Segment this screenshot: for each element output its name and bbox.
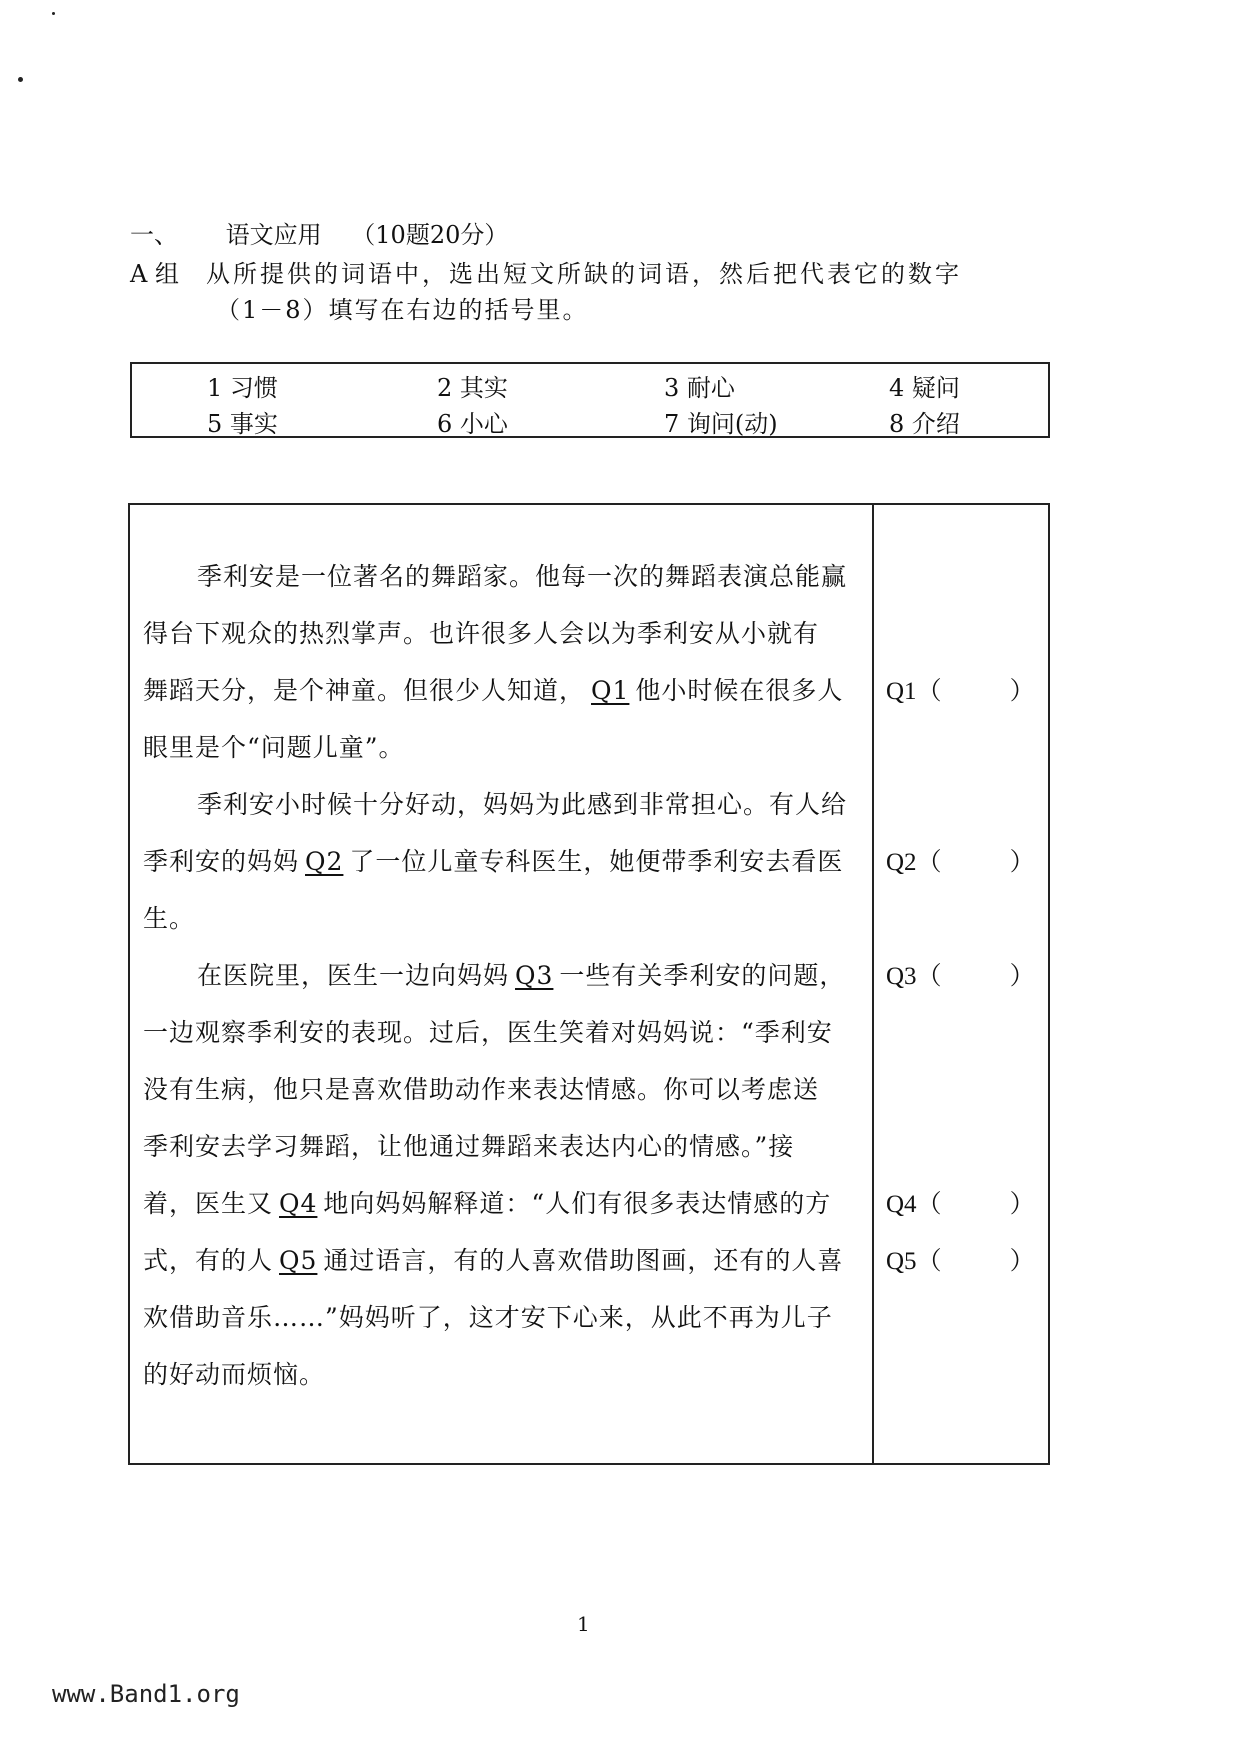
word-bank-item: 3 耐心 <box>664 374 735 402</box>
group-label: A 组 <box>130 260 179 288</box>
scan-speck <box>18 77 23 82</box>
instruction-line-2: （1－8）填写在右边的括号里。 <box>216 296 589 324</box>
section-heading <box>130 215 508 250</box>
passage-line: 式，有的人 Q5 通过语言，有的人喜欢借助图画，还有的人喜 <box>143 1246 844 1275</box>
passage-line: 生。 <box>143 904 196 933</box>
passage-line: 舞蹈天分，是个神童。但很少人知道， Q1 他小时候在很多人 <box>143 676 844 705</box>
passage-line: 的好动而烦恼。 <box>143 1360 326 1389</box>
blank-q5: Q5 <box>279 1246 318 1275</box>
answer-slot-q2[interactable]: Q2（ ） <box>886 849 1035 876</box>
passage-line: 眼里是个“问题儿童”。 <box>143 733 405 762</box>
word-bank-item: 5 事实 <box>207 410 278 438</box>
watermark: www.Band1.org <box>52 1680 240 1708</box>
passage-line: 季利安是一位著名的舞蹈家。他每一次的舞蹈表演总能赢 <box>197 562 848 591</box>
passage-line: 季利安去学习舞蹈，让他通过舞蹈来表达内心的情感。”接 <box>143 1132 795 1161</box>
blank-q2: Q2 <box>305 847 344 876</box>
word-bank-item: 2 其实 <box>437 374 508 402</box>
answer-slot-q4[interactable]: Q4（ ） <box>886 1191 1035 1218</box>
column-divider <box>872 505 874 1463</box>
passage-line: 着，医生又 Q4 地向妈妈解释道：“人们有很多表达情感的方 <box>143 1189 832 1218</box>
word-bank-item: 6 小心 <box>437 410 508 438</box>
answer-slot-q5[interactable]: Q5（ ） <box>886 1248 1035 1275</box>
blank-q1: Q1 <box>591 676 630 705</box>
answer-slot-q3[interactable]: Q3（ ） <box>886 963 1035 990</box>
section-number: 一、 <box>130 221 178 249</box>
word-bank-item: 1 习惯 <box>207 374 278 402</box>
passage-line: 季利安的妈妈 Q2 了一位儿童专科医生，她便带季利安去看医 <box>143 847 844 876</box>
section-meta: （10题20分） <box>351 221 509 249</box>
blank-q3: Q3 <box>515 961 554 990</box>
word-bank-item: 7 询问(动) <box>664 410 778 438</box>
passage-line: 季利安小时候十分好动，妈妈为此感到非常担心。有人给 <box>197 790 848 819</box>
word-bank-item: 4 疑问 <box>889 374 960 402</box>
passage-line: 一边观察季利安的表现。过后，医生笑着对妈妈说：“季利安 <box>143 1018 833 1047</box>
word-bank-item: 8 介绍 <box>889 410 960 438</box>
word-bank <box>130 362 1050 438</box>
passage-box <box>128 503 1050 1465</box>
scan-speck <box>52 12 55 15</box>
passage-line: 在医院里，医生一边向妈妈 Q3 一些有关季利安的问题， <box>197 961 846 990</box>
passage-line: 得台下观众的热烈掌声。也许很多人会以为季利安从小就有 <box>143 619 820 648</box>
answer-slot-q1[interactable]: Q1（ ） <box>886 678 1035 705</box>
blank-q4: Q4 <box>279 1189 318 1218</box>
page-number: 1 <box>577 1612 590 1636</box>
section-title: 语文应用 <box>225 221 322 249</box>
passage-line: 欢借助音乐……”妈妈听了，这才安下心来，从此不再为儿子 <box>143 1303 833 1332</box>
passage-line: 没有生病，他只是喜欢借助动作来表达情感。你可以考虑送 <box>143 1075 820 1104</box>
instruction-line-1: 从所提供的词语中，选出短文所缺的词语，然后把代表它的数字 <box>206 260 962 288</box>
